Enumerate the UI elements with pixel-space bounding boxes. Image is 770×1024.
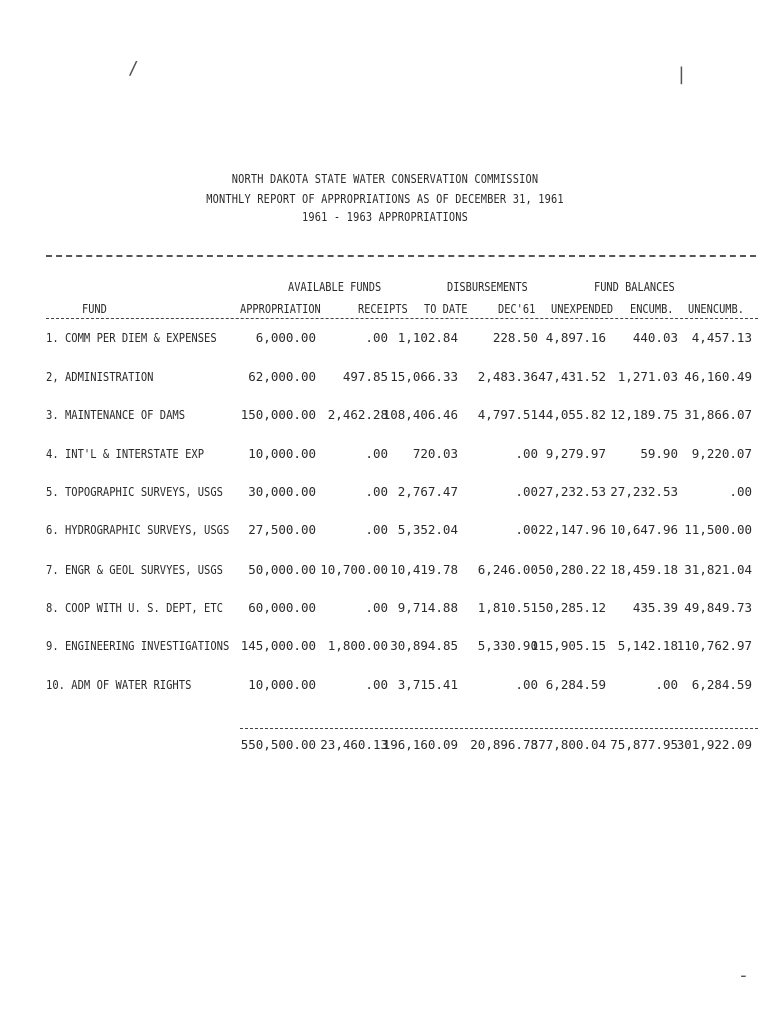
unexpended-cell: 115,905.15 [530, 638, 606, 653]
dec61-cell: .00 [515, 446, 538, 461]
receipts-cell: .00 [365, 600, 388, 615]
unexpended-cell: 47,431.52 [538, 369, 606, 384]
unencumb-cell: 31,866.07 [684, 407, 752, 422]
to-date-cell: 720.03 [412, 446, 458, 461]
table-row [0, 522, 770, 542]
dec61-cell: .00 [515, 484, 538, 499]
appropriation-cell: 30,000.00 [248, 484, 316, 499]
dec61-cell: 6,246.00 [477, 562, 538, 577]
unencumb-cell: 9,220.07 [691, 446, 752, 461]
to-date-cell: 3,715.41 [397, 677, 458, 692]
title-line-2: MONTHLY REPORT OF APPROPRIATIONS AS OF DECEMBER 31, 1961 [206, 192, 564, 206]
encumb-cell: 18,459.18 [610, 562, 678, 577]
unencumb-cell: 49,849.73 [684, 600, 752, 615]
unexpended-cell: 50,280.22 [538, 562, 606, 577]
header-fund-balances: FUND BALANCES [594, 280, 675, 294]
encumb-cell: .00 [655, 677, 678, 692]
header-underline [46, 318, 758, 319]
appropriation-cell: 150,000.00 [240, 407, 316, 422]
receipts-cell: .00 [365, 330, 388, 345]
header-to-date: TO DATE [424, 302, 468, 316]
encumb-cell: 435.39 [632, 600, 678, 615]
header-fund: FUND [82, 302, 107, 316]
table-row [0, 562, 770, 582]
fund-name: 9. ENGINEERING INVESTIGATIONS [46, 638, 230, 653]
fund-name: 8. COOP WITH U. S. DEPT, ETC [46, 600, 224, 615]
total-to-date: 196,160.09 [382, 737, 458, 752]
fund-name: 3. MAINTENANCE OF DAMS [46, 407, 186, 422]
table-row [0, 600, 770, 620]
receipts-cell: 10,700.00 [320, 562, 388, 577]
totals-row [0, 737, 770, 757]
table-row [0, 677, 770, 697]
header-dec61: DEC'61 [498, 302, 536, 316]
unencumb-cell: 31,821.04 [684, 562, 752, 577]
header-available-funds: AVAILABLE FUNDS [288, 280, 382, 294]
total-encumb: 75,877.95 [610, 737, 678, 752]
receipts-cell: .00 [365, 677, 388, 692]
appropriation-cell: 27,500.00 [248, 522, 316, 537]
total-unexpended: 377,800.04 [530, 737, 606, 752]
fund-name: 10. ADM OF WATER RIGHTS [46, 677, 192, 692]
subtotal-rule [240, 728, 758, 729]
unexpended-cell: 6,284.59 [545, 677, 606, 692]
fund-name: 2, ADMINISTRATION [46, 369, 154, 384]
appropriation-cell: 50,000.00 [248, 562, 316, 577]
to-date-cell: 108,406.46 [382, 407, 458, 422]
encumb-cell: 10,647.96 [610, 522, 678, 537]
header-unencumb: UNENCUMB. [688, 302, 744, 316]
table-row [0, 407, 770, 427]
scan-mark-dash: - [738, 965, 749, 986]
appropriation-cell: 62,000.00 [248, 369, 316, 384]
fund-name: 1. COMM PER DIEM & EXPENSES [46, 330, 217, 345]
unexpended-cell: 27,232.53 [538, 484, 606, 499]
encumb-cell: 59.90 [640, 446, 678, 461]
receipts-cell: .00 [365, 522, 388, 537]
unexpended-cell: 9,279.97 [545, 446, 606, 461]
table-row [0, 446, 770, 466]
dec61-cell: .00 [515, 522, 538, 537]
appropriation-cell: 6,000.00 [255, 330, 316, 345]
dec61-cell: 4,797.51 [477, 407, 538, 422]
dec61-cell: 228.50 [492, 330, 538, 345]
appropriation-cell: 10,000.00 [248, 677, 316, 692]
encumb-cell: 5,142.18 [617, 638, 678, 653]
receipts-cell: .00 [365, 484, 388, 499]
title-line-3: 1961 - 1963 APPROPRIATIONS [301, 210, 469, 224]
appropriation-cell: 145,000.00 [240, 638, 316, 653]
unencumb-cell: 46,160.49 [684, 369, 752, 384]
table-row [0, 484, 770, 504]
receipts-cell: 497.85 [342, 369, 388, 384]
header-disbursements: DISBURSEMENTS [447, 280, 528, 294]
unexpended-cell: 22,147.96 [538, 522, 606, 537]
dec61-cell: .00 [515, 677, 538, 692]
to-date-cell: 1,102.84 [397, 330, 458, 345]
fund-name: 5. TOPOGRAPHIC SURVEYS, USGS [46, 484, 224, 499]
unexpended-cell: 50,285.12 [538, 600, 606, 615]
unencumb-cell: .00 [729, 484, 752, 499]
total-receipts: 23,460.13 [320, 737, 388, 752]
unencumb-cell: 4,457.13 [691, 330, 752, 345]
total-appropriation: 550,500.00 [240, 737, 316, 752]
encumb-cell: 440.03 [632, 330, 678, 345]
unexpended-cell: 4,897.16 [545, 330, 606, 345]
receipts-cell: .00 [365, 446, 388, 461]
scan-mark-slash: / [128, 58, 139, 79]
header-divider [46, 255, 756, 257]
unexpended-cell: 44,055.82 [538, 407, 606, 422]
receipts-cell: 2,462.28 [327, 407, 388, 422]
appropriation-cell: 10,000.00 [248, 446, 316, 461]
title-line-1: NORTH DAKOTA STATE WATER CONSERVATION COMMISSION [231, 172, 539, 186]
encumb-cell: 12,189.75 [610, 407, 678, 422]
to-date-cell: 2,767.47 [397, 484, 458, 499]
unencumb-cell: 11,500.00 [684, 522, 752, 537]
header-encumb: ENCUMB. [630, 302, 674, 316]
header-unexpended: UNEXPENDED [551, 302, 614, 316]
fund-name: 6. HYDROGRAPHIC SURVEYS, USGS [46, 522, 230, 537]
fund-name: 7. ENGR & GEOL SURVYES, USGS [46, 562, 224, 577]
to-date-cell: 5,352.04 [397, 522, 458, 537]
to-date-cell: 10,419.78 [390, 562, 458, 577]
dec61-cell: 1,810.51 [477, 600, 538, 615]
receipts-cell: 1,800.00 [327, 638, 388, 653]
encumb-cell: 27,232.53 [610, 484, 678, 499]
dec61-cell: 2,483.36 [477, 369, 538, 384]
encumb-cell: 1,271.03 [617, 369, 678, 384]
to-date-cell: 9,714.88 [397, 600, 458, 615]
dec61-cell: 5,330.90 [477, 638, 538, 653]
total-dec61: 20,896.78 [470, 737, 538, 752]
total-unencumb: 301,922.09 [676, 737, 752, 752]
table-row [0, 369, 770, 389]
header-appropriation: APPROPRIATION [240, 302, 321, 316]
unencumb-cell: 6,284.59 [691, 677, 752, 692]
table-row [0, 330, 770, 350]
to-date-cell: 30,894.85 [390, 638, 458, 653]
appropriation-cell: 60,000.00 [248, 600, 316, 615]
unencumb-cell: 110,762.97 [676, 638, 752, 653]
header-receipts: RECEIPTS [358, 302, 408, 316]
table-row [0, 638, 770, 658]
fund-name: 4. INT'L & INTERSTATE EXP [46, 446, 205, 461]
scan-mark-bar: | [676, 64, 687, 85]
to-date-cell: 15,066.33 [390, 369, 458, 384]
